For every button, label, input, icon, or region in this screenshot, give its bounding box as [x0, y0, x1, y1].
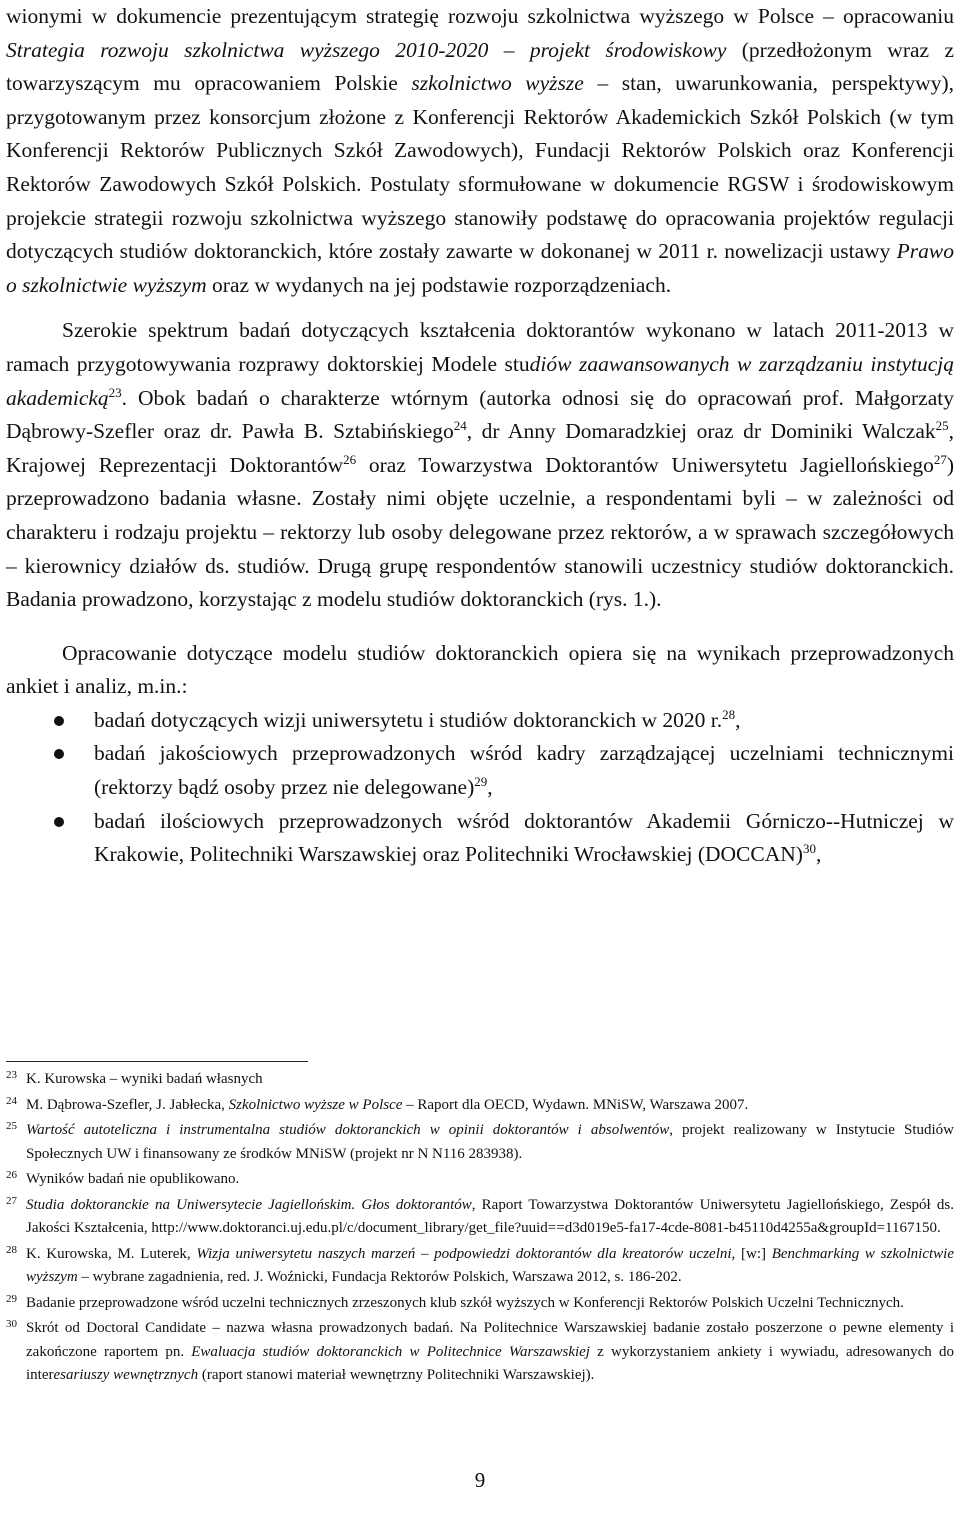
text-run: (przedłożonym wraz z towarzyszącym mu opracowaniem Polskie — [6, 37, 954, 96]
footnote-italic: Szkolnictwo wyższe w Polsce — [228, 1096, 403, 1113]
footnote-text: M. Dąbrowa-Szefler, J. Jabłecka, — [26, 1096, 229, 1113]
research-list — [6, 704, 954, 872]
footnote-23 — [6, 1068, 954, 1092]
footnote-ref: 28 — [722, 706, 736, 722]
footnote-27 — [6, 1194, 954, 1241]
footnotes — [6, 1068, 954, 1390]
footnote-ref: 24 — [453, 418, 467, 434]
text-run: – stan, uwarunkowania, perspektywy), przygotowanym przez konsorcjum złożone z Konferencji Rektorów Akademickich Szkół Polskich (w tym Konferencji Rektorów Publicznych Szkół Zawodowych), Fundacji Rektorów Polskich oraz Konferencji Rektorów Zawodowych Szkół Polskich. Postulaty sformułowane w dokumencie RGSW i środowiskowym projekcie strategii rozwoju szkolnictwa wyższego stanowiły podstawę do opracowania projektów regulacji dotyczących studiów doktoranckich, które zostały zawarte w dokonanej w 2011 r. nowelizacji ustawy — [6, 71, 954, 264]
footnote-separator — [6, 1061, 308, 1062]
italic-title: diów zaawansowanych w zarządzaniu instytucją akademicką — [6, 351, 954, 410]
text-run: , Krajowej Reprezentacji Doktorantów — [6, 419, 954, 477]
footnote-number: 27 — [6, 1194, 17, 1207]
footnote-26 — [6, 1168, 954, 1192]
footnote-text: – Raport dla OECD, Wydawn. MNiSW, Warszawa 2007. — [402, 1096, 749, 1113]
list-item — [6, 704, 954, 738]
footnote-italic: Wizja uniwersytetu naszych marzeń – podpowiedzi doktorantów dla kreatorów uczelni — [196, 1245, 732, 1262]
text-run: . Obok badań o charakterze wtórnym (autorka odnosi się do opracowań prof. Małgorzaty Dąbrowy-Szefler oraz dr. Pawła B. Sztabińskiego — [6, 385, 954, 444]
footnote-number: 29 — [6, 1292, 17, 1305]
footnote-24 — [6, 1094, 954, 1118]
footnote-italic: Ewaluacja studiów doktoranckich w Politechnice Warszawskiej — [191, 1343, 590, 1360]
footnote-text: K. Kurowska – wyniki badań własnych — [26, 1071, 263, 1087]
footnote-30 — [6, 1317, 954, 1388]
footnote-text: z wykorzystaniem ankiety i wywiadu, adresowanych do inter — [26, 1343, 955, 1383]
italic-title: Strategia rozwoju szkolnictwa wyższego 2010-2020 – projekt środowiskowy — [6, 37, 727, 62]
footnote-italic: Benchmarking w szkolnictwie wyższym — [26, 1245, 954, 1285]
footnote-italic: Wartość autoteliczna i instrumentalna studiów doktoranckich w opinii doktorantów i absolwentów — [26, 1122, 670, 1138]
italic-title: Prawo o szkolnictwie wyższym — [6, 239, 954, 297]
text-run: wionymi w dokumencie prezentującym strategię rozwoju szkolnictwa wyższego w Polsce – opracowaniu — [6, 4, 954, 28]
footnote-text: , projekt realizowany w Instytucie Studiów Społecznych UW i finansowany ze środków MNiSW (projekt nr N N116 283938). — [26, 1122, 954, 1162]
text-run: ) przeprowadzono badania własne. Zostały nimi objęte uczelnie, a respondentami byli – w zależności od charakteru i rodzaju projektu – rektorzy lub osoby delegowane przez rektorów, a w sprawach szczegółowych – kierownicy działów ds. studiów. Drugą grupę respondentów stanowili uczestnicy studiów doktoranckich. Badania prowadzono, korzystając z modelu studiów doktoranckich (rys. 1.). — [6, 452, 954, 612]
paragraph-intro-list: Opracowanie dotyczące modelu studiów doktoranckich opiera się na wynikach przeprowadzonych ankiet i analiz, m.in.: — [6, 640, 954, 699]
footnote-text: Badanie przeprowadzone wśród uczelni technicznych zrzeszonych klub szkół wyższych w Konferencji Rektorów Polskich Uczelni Technicznych. — [26, 1294, 904, 1311]
paragraph-strategy — [6, 0, 954, 302]
footnote-text: K. Kurowska, M. Luterek, — [26, 1245, 197, 1262]
text-run: oraz w wydanych na jej podstawie rozporządzeniach. — [206, 272, 672, 297]
footnote-number: 28 — [6, 1243, 17, 1256]
list-item — [6, 737, 954, 804]
footnote-text: , [w:] — [731, 1245, 772, 1262]
footnote-number: 23 — [6, 1069, 17, 1081]
footnote-text: – wybrane zagadnienia, red. J. Woźnicki, Fundacja Rektorów Polskich, Warszawa 2012, s. 186-202. — [77, 1269, 682, 1285]
bullet-icon — [54, 817, 64, 827]
text-run: Szerokie spektrum badań dotyczących kształcenia doktorantów wykonano w latach 2011-2013 w ramach przygotowywania rozprawy doktorskiej Modele stu — [6, 318, 954, 376]
footnote-ref: 27 — [933, 451, 947, 467]
list-item-text: badań ilościowych przeprowadzonych wśród doktorantów Akademii Górniczo--Hutniczej w Krakowie, Politechniki Warszawskiej oraz Politechniki Wrocławskiej (DOCCAN) — [94, 808, 954, 867]
footnote-text: (raport stanowi materiał wewnętrzny Politechniki Warszawskiej). — [198, 1367, 595, 1383]
list-item-tail: , — [487, 775, 493, 800]
footnote-text: Wyników badań nie opublikowano. — [26, 1171, 240, 1187]
footnote-ref: 23 — [108, 384, 122, 400]
footnote-italic: Studia doktoranckie na Uniwersytecie Jagiellońskim. Głos doktorantów — [26, 1196, 472, 1213]
bullet-icon — [54, 749, 64, 759]
footnote-number: 24 — [6, 1094, 17, 1107]
footnote-ref: 29 — [474, 774, 488, 790]
footnote-number: 25 — [6, 1120, 17, 1132]
list-item-tail: , — [735, 707, 741, 732]
page-number: 9 — [474, 1468, 486, 1492]
text-run: oraz Towarzystwa Doktorantów Uniwersytetu Jagiellońskiego — [356, 452, 934, 477]
footnote-25 — [6, 1119, 954, 1166]
list-item-tail: , — [815, 842, 822, 867]
main-text — [6, 0, 954, 872]
footnote-text: , Raport Towarzystwa Doktorantów Uniwersytetu Jagiellońskiego, Zespół ds. Jakości Kształcenia, http://www.doktoranci.uj.edu.pl/c/document_library/get_file?uuid==d3d019e5-fa17-4cde-8081-b45110d4255a&groupId=1167150. — [26, 1196, 954, 1236]
bullet-icon — [54, 716, 64, 726]
footnote-ref: 25 — [935, 418, 949, 434]
list-item — [6, 805, 954, 872]
footnote-29 — [6, 1292, 954, 1316]
footnote-ref: 26 — [343, 451, 357, 467]
footnote-28 — [6, 1243, 954, 1290]
list-item-text: badań dotyczących wizji uniwersytetu i studiów doktoranckich w 2020 r. — [94, 707, 723, 732]
footnote-number: 26 — [6, 1169, 17, 1181]
footnote-text: Skrót od Doctoral Candidate – nazwa własna prowadzonych badań. Na Politechnice Warszawskiej badanie zostało poszerzone o pewne elementy i zakończone raportem pn. — [26, 1320, 954, 1360]
footnote-ref: 30 — [802, 841, 816, 857]
list-item-text: badań jakościowych przeprowadzonych wśród kadry zarządzającej uczelniami technicznymi (rektorzy bądź osoby przez nie delegowane) — [94, 741, 954, 800]
italic-title: szkolnictwo wyższe — [411, 71, 584, 96]
text-run: , dr Anny Domaradzkiej oraz dr Dominiki Walczak — [466, 419, 936, 444]
footnote-number: 30 — [6, 1318, 17, 1330]
footnote-italic: esariuszy wewnętrznych — [53, 1367, 199, 1383]
paragraph-research — [6, 314, 954, 616]
